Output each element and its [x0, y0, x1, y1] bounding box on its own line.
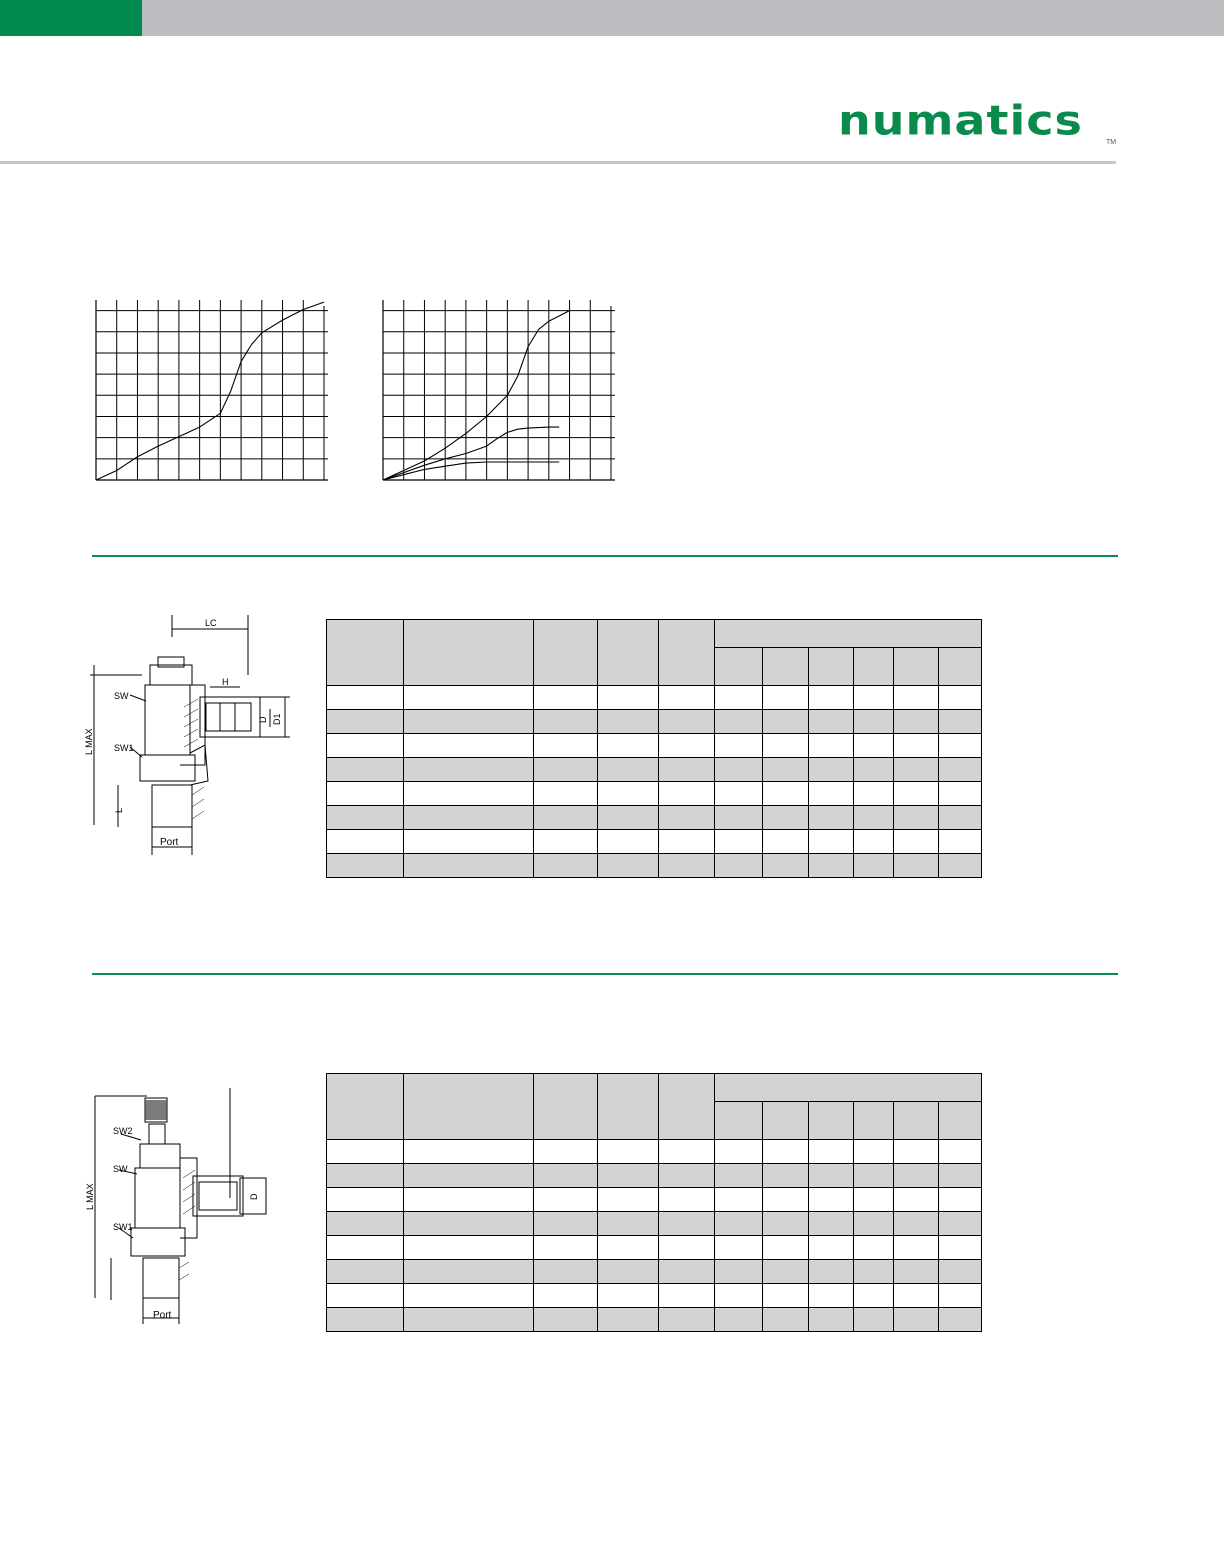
table-cell: [598, 854, 659, 878]
subheader-cell: [939, 648, 982, 686]
table-cell: [939, 758, 982, 782]
table-cell: [763, 830, 809, 854]
spec-table-1: [326, 619, 982, 878]
table-cell: [809, 1164, 854, 1188]
table-cell: [404, 710, 534, 734]
table-cell: [939, 1260, 982, 1284]
header-group-cell: [715, 1074, 982, 1102]
table-cell: [939, 734, 982, 758]
table-cell: [763, 1284, 809, 1308]
table-cell: [534, 1140, 598, 1164]
table-cell: [894, 686, 939, 710]
table-cell: [854, 1308, 894, 1332]
table-cell: [404, 1164, 534, 1188]
table-cell: [939, 1164, 982, 1188]
table-cell: [327, 806, 404, 830]
table-cell: [854, 854, 894, 878]
table-cell: [715, 710, 763, 734]
table-cell: [894, 1212, 939, 1236]
table-cell: [854, 1164, 894, 1188]
table-cell: [809, 1188, 854, 1212]
header-cell: [598, 620, 659, 686]
subheader-cell: [715, 1102, 763, 1140]
table-cell: [327, 1284, 404, 1308]
header-cell: [327, 1074, 404, 1140]
table-cell: [659, 1284, 715, 1308]
spec-table-2: [326, 1073, 982, 1332]
table-cell: [534, 782, 598, 806]
table-cell: [659, 830, 715, 854]
table-cell: [404, 758, 534, 782]
table-row: [327, 734, 982, 758]
table-cell: [854, 1188, 894, 1212]
table-cell: [939, 1308, 982, 1332]
table-cell: [939, 1212, 982, 1236]
numatics-logo: [838, 95, 1128, 155]
table-cell: [534, 1236, 598, 1260]
header-cell: [659, 1074, 715, 1140]
subheader-cell: [854, 648, 894, 686]
table-cell: [659, 734, 715, 758]
table-cell: [659, 1164, 715, 1188]
table-row: [327, 1236, 982, 1260]
table-cell: [715, 1212, 763, 1236]
header-cell: [404, 1074, 534, 1140]
fitting-drawing-2: [85, 1078, 285, 1328]
table-cell: [939, 806, 982, 830]
table-row: [327, 806, 982, 830]
label-port-2: Port: [153, 1310, 172, 1321]
table-cell: [327, 854, 404, 878]
table-cell: [939, 1236, 982, 1260]
header-cell: [404, 620, 534, 686]
table-cell: [534, 806, 598, 830]
table-row: [327, 1140, 982, 1164]
table-cell: [598, 734, 659, 758]
table-cell: [809, 782, 854, 806]
table-cell: [534, 1284, 598, 1308]
table-cell: [809, 830, 854, 854]
table-cell: [327, 830, 404, 854]
table-cell: [659, 854, 715, 878]
header-cell: [598, 1074, 659, 1140]
table-cell: [715, 1188, 763, 1212]
table-cell: [659, 1260, 715, 1284]
table-row: [327, 1284, 982, 1308]
table-cell: [809, 1236, 854, 1260]
table-cell: [598, 710, 659, 734]
table-row: [327, 1260, 982, 1284]
table-cell: [939, 1284, 982, 1308]
table-cell: [327, 782, 404, 806]
table-cell: [327, 1260, 404, 1284]
table-cell: [809, 1284, 854, 1308]
table-cell: [939, 830, 982, 854]
table-cell: [327, 758, 404, 782]
table-cell: [854, 1236, 894, 1260]
table-cell: [715, 1236, 763, 1260]
table-row: [327, 1188, 982, 1212]
table-cell: [809, 1308, 854, 1332]
table-cell: [327, 1236, 404, 1260]
label-port: Port: [160, 837, 179, 848]
table-cell: [763, 1188, 809, 1212]
table-cell: [715, 854, 763, 878]
table-cell: [659, 758, 715, 782]
header-cell: [327, 620, 404, 686]
table-cell: [534, 710, 598, 734]
table-cell: [598, 1164, 659, 1188]
table-cell: [715, 1260, 763, 1284]
table-cell: [854, 710, 894, 734]
table-cell: [763, 854, 809, 878]
subheader-cell: [763, 1102, 809, 1140]
table-row: [327, 1212, 982, 1236]
fitting-drawing-1: [80, 615, 300, 865]
table-cell: [404, 1188, 534, 1212]
label-sw-2: SW: [113, 1164, 128, 1174]
section-rule-1: [92, 555, 1118, 557]
table-cell: [598, 806, 659, 830]
subheader-cell: [809, 1102, 854, 1140]
label-d1: D1: [272, 713, 282, 725]
table-cell: [598, 830, 659, 854]
table-cell: [854, 1212, 894, 1236]
table-cell: [327, 734, 404, 758]
table-cell: [894, 734, 939, 758]
table-cell: [894, 806, 939, 830]
table-cell: [763, 1212, 809, 1236]
header-group-cell: [715, 620, 982, 648]
table-row: [327, 686, 982, 710]
header-rule: [0, 161, 1116, 164]
table-cell: [763, 734, 809, 758]
table-cell: [659, 686, 715, 710]
subheader-cell: [939, 1102, 982, 1140]
header-cell: [534, 620, 598, 686]
top-bar: [0, 0, 1224, 36]
section-rule-2: [92, 973, 1118, 975]
table-cell: [939, 686, 982, 710]
table-cell: [809, 686, 854, 710]
table-cell: [534, 1260, 598, 1284]
table-cell: [763, 686, 809, 710]
series-line-1: [96, 302, 324, 480]
table-cell: [659, 710, 715, 734]
table-cell: [715, 758, 763, 782]
table-cell: [894, 830, 939, 854]
table-cell: [404, 1260, 534, 1284]
table-cell: [894, 1260, 939, 1284]
table-cell: [715, 1308, 763, 1332]
table-cell: [327, 1164, 404, 1188]
table-cell: [809, 710, 854, 734]
table-cell: [534, 686, 598, 710]
table-cell: [715, 782, 763, 806]
table-cell: [598, 1260, 659, 1284]
header-cell: [659, 620, 715, 686]
table-cell: [939, 1140, 982, 1164]
table-cell: [809, 1140, 854, 1164]
table-cell: [763, 710, 809, 734]
table-cell: [894, 758, 939, 782]
table-cell: [404, 830, 534, 854]
table-row: [327, 854, 982, 878]
table-cell: [854, 734, 894, 758]
subheader-cell: [763, 648, 809, 686]
table-cell: [404, 686, 534, 710]
table-cell: [894, 1164, 939, 1188]
table-cell: [763, 806, 809, 830]
table-row: [327, 830, 982, 854]
label-lc: LC: [205, 618, 217, 628]
table-cell: [659, 1188, 715, 1212]
table-cell: [809, 1260, 854, 1284]
table-cell: [854, 830, 894, 854]
table-cell: [939, 1188, 982, 1212]
subheader-cell: [894, 648, 939, 686]
table-cell: [659, 1308, 715, 1332]
table-cell: [598, 1308, 659, 1332]
flow-chart-1: [85, 290, 335, 490]
table-cell: [939, 782, 982, 806]
label-sw1-2: SW1: [113, 1222, 133, 1232]
table-cell: [939, 710, 982, 734]
table-cell: [894, 1284, 939, 1308]
label-sw1: SW1: [114, 743, 134, 753]
table-cell: [763, 1236, 809, 1260]
table-cell: [404, 1236, 534, 1260]
table-cell: [534, 1308, 598, 1332]
table-cell: [809, 1212, 854, 1236]
table-cell: [598, 686, 659, 710]
table-cell: [763, 1260, 809, 1284]
table-cell: [659, 782, 715, 806]
table-cell: [715, 806, 763, 830]
table-cell: [327, 686, 404, 710]
table-row: [327, 758, 982, 782]
table-cell: [894, 1308, 939, 1332]
flow-chart-2: [372, 290, 622, 490]
table-cell: [404, 1212, 534, 1236]
table-cell: [404, 1284, 534, 1308]
subheader-cell: [894, 1102, 939, 1140]
table-cell: [404, 1308, 534, 1332]
table-cell: [763, 1140, 809, 1164]
table-cell: [894, 710, 939, 734]
table-cell: [715, 1284, 763, 1308]
table-cell: [534, 1212, 598, 1236]
label-lmax-2: L MAX: [85, 1183, 95, 1210]
table-cell: [534, 734, 598, 758]
table-cell: [327, 1188, 404, 1212]
table-cell: [763, 1164, 809, 1188]
table-cell: [327, 1140, 404, 1164]
label-l: L: [114, 807, 124, 813]
table-cell: [854, 1140, 894, 1164]
table-cell: [598, 1236, 659, 1260]
table-cell: [809, 758, 854, 782]
table-cell: [854, 758, 894, 782]
table-cell: [854, 782, 894, 806]
table-cell: [715, 686, 763, 710]
table-cell: [598, 1284, 659, 1308]
table-cell: [715, 830, 763, 854]
table-cell: [715, 1140, 763, 1164]
table-cell: [894, 854, 939, 878]
table-cell: [715, 734, 763, 758]
table-cell: [534, 830, 598, 854]
label-sw: SW: [114, 691, 129, 701]
table-row: [327, 1308, 982, 1332]
label-sw2: SW2: [113, 1126, 133, 1136]
label-d-2: D: [249, 1193, 259, 1200]
subheader-cell: [715, 648, 763, 686]
table-row: [327, 782, 982, 806]
subheader-cell: [809, 648, 854, 686]
table-cell: [534, 1188, 598, 1212]
label-d: D: [258, 716, 268, 723]
table-row: [327, 1164, 982, 1188]
table-cell: [894, 1140, 939, 1164]
table-cell: [404, 734, 534, 758]
label-h: H: [222, 677, 229, 687]
logo-wordmark: numatics: [838, 95, 1083, 145]
table-cell: [598, 1212, 659, 1236]
table-cell: [854, 686, 894, 710]
table-cell: [534, 854, 598, 878]
table-cell: [534, 758, 598, 782]
table-cell: [327, 1308, 404, 1332]
table-cell: [809, 854, 854, 878]
table-cell: [598, 1140, 659, 1164]
table-cell: [763, 782, 809, 806]
table-cell: [854, 1284, 894, 1308]
table-cell: [404, 854, 534, 878]
table-cell: [763, 1308, 809, 1332]
table-cell: [534, 1164, 598, 1188]
table-cell: [763, 758, 809, 782]
label-lmax: L MAX: [84, 728, 94, 755]
table-cell: [939, 854, 982, 878]
table-cell: [327, 710, 404, 734]
table-cell: [598, 758, 659, 782]
table-cell: [659, 1140, 715, 1164]
table-cell: [894, 782, 939, 806]
table-cell: [715, 1164, 763, 1188]
logo-trademark: TM: [1106, 139, 1117, 146]
table-row: [327, 710, 982, 734]
table-cell: [598, 1188, 659, 1212]
top-bar-accent: [0, 0, 142, 36]
table-cell: [327, 1212, 404, 1236]
table-cell: [894, 1236, 939, 1260]
table-cell: [809, 806, 854, 830]
table-cell: [404, 782, 534, 806]
table-cell: [404, 1140, 534, 1164]
table-cell: [809, 734, 854, 758]
subheader-cell: [854, 1102, 894, 1140]
series-line-2: [383, 427, 559, 480]
table-cell: [659, 806, 715, 830]
table-cell: [598, 782, 659, 806]
table-cell: [854, 806, 894, 830]
header-cell: [534, 1074, 598, 1140]
table-cell: [854, 1260, 894, 1284]
table-cell: [404, 806, 534, 830]
table-cell: [659, 1212, 715, 1236]
table-cell: [659, 1236, 715, 1260]
table-cell: [894, 1188, 939, 1212]
